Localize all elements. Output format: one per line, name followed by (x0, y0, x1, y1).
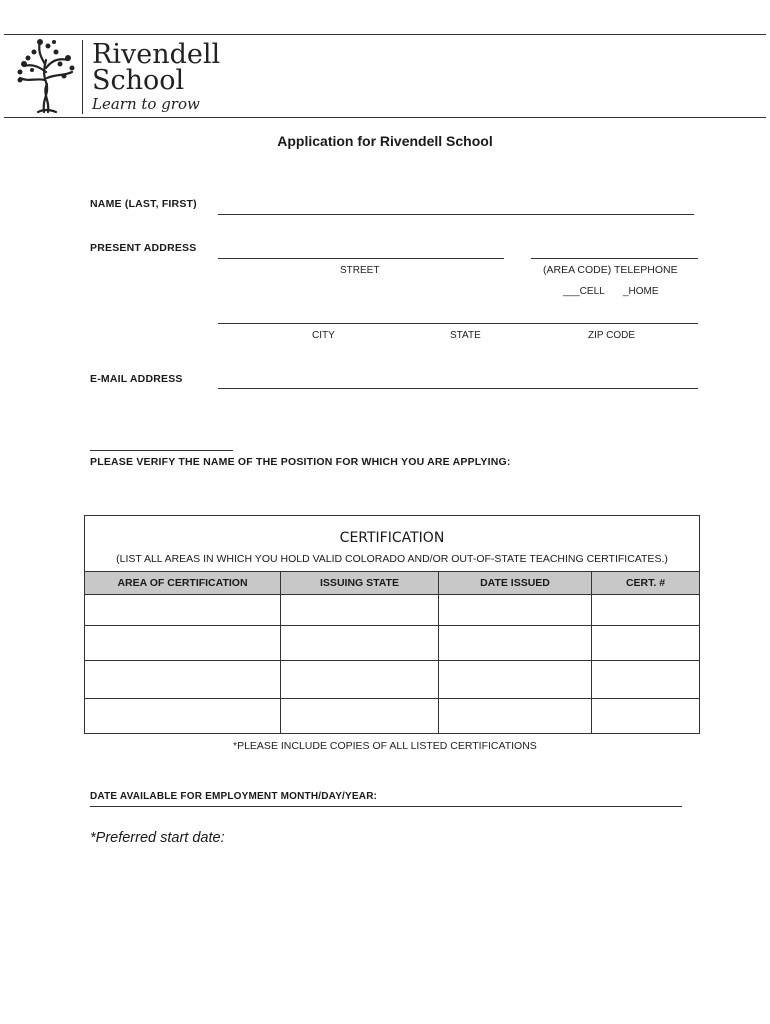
state-cell[interactable] (281, 661, 439, 699)
telephone-field[interactable] (531, 258, 698, 259)
logo-divider (82, 40, 83, 114)
home-option[interactable]: _HOME (623, 286, 659, 297)
cert-number-cell[interactable] (592, 626, 700, 661)
date-cell[interactable] (439, 661, 592, 699)
tree-icon (14, 38, 78, 114)
state-cell[interactable] (281, 699, 439, 734)
availability-label: DATE AVAILABLE FOR EMPLOYMENT MONTH/DAY/YEAR: (90, 791, 378, 802)
certification-subtitle: (LIST ALL AREAS IN WHICH YOU HOLD VALID COLORADO AND/OR OUT-OF-STATE TEACHING CERTIFICATES.) (116, 553, 668, 565)
preferred-start-date: *Preferred start date: (90, 830, 225, 846)
logo (14, 38, 221, 116)
certification-table (84, 571, 700, 734)
header-top-rule (4, 34, 766, 35)
name-label: NAME (LAST, FIRST) (90, 198, 197, 210)
certification-note: *PLEASE INCLUDE COPIES OF ALL LISTED CERTIFICATIONS (233, 740, 537, 752)
cert-number-cell[interactable] (592, 661, 700, 699)
availability-field[interactable] (90, 806, 682, 807)
street-field[interactable] (218, 258, 504, 259)
street-caption: STREET (340, 265, 380, 276)
table-row (85, 699, 700, 734)
state-cell[interactable] (281, 626, 439, 661)
cell-option[interactable]: ___CELL (563, 286, 605, 297)
area-cell[interactable] (85, 661, 281, 699)
cert-number-cell[interactable] (592, 595, 700, 626)
address-label: PRESENT ADDRESS (90, 242, 197, 254)
page-title: Application for Rivendell School (277, 133, 493, 149)
city-state-zip-field[interactable] (218, 323, 698, 324)
column-header-area: AREA OF CERTIFICATION (85, 572, 281, 595)
column-header-cert-number: CERT. # (592, 572, 700, 595)
state-caption: STATE (450, 330, 481, 341)
zip-caption: ZIP CODE (588, 330, 636, 341)
column-header-date: DATE ISSUED (439, 572, 592, 595)
city-caption: CITY (312, 330, 335, 341)
position-label: PLEASE VERIFY THE NAME OF THE POSITION FOR WHICH YOU ARE APPLYING: (90, 456, 511, 468)
logo-name-line1: Rivendell (92, 39, 221, 70)
area-cell[interactable] (85, 595, 281, 626)
table-row (85, 626, 700, 661)
date-cell[interactable] (439, 626, 592, 661)
email-label: E-MAIL ADDRESS (90, 373, 183, 385)
logo-name-line2: School (92, 65, 185, 96)
cert-number-cell[interactable] (592, 699, 700, 734)
table-row (85, 595, 700, 626)
area-cell[interactable] (85, 699, 281, 734)
name-field[interactable] (218, 214, 694, 215)
area-cell[interactable] (85, 626, 281, 661)
date-cell[interactable] (439, 699, 592, 734)
telephone-caption: (AREA CODE) TELEPHONE (543, 264, 678, 276)
header-bottom-rule (4, 117, 766, 118)
logo-tagline: Learn to grow (92, 95, 200, 113)
certification-title: CERTIFICATION (339, 530, 445, 546)
position-field[interactable] (90, 450, 233, 451)
column-header-state: ISSUING STATE (281, 572, 439, 595)
date-cell[interactable] (439, 595, 592, 626)
email-field[interactable] (218, 388, 698, 389)
state-cell[interactable] (281, 595, 439, 626)
table-row (85, 661, 700, 699)
